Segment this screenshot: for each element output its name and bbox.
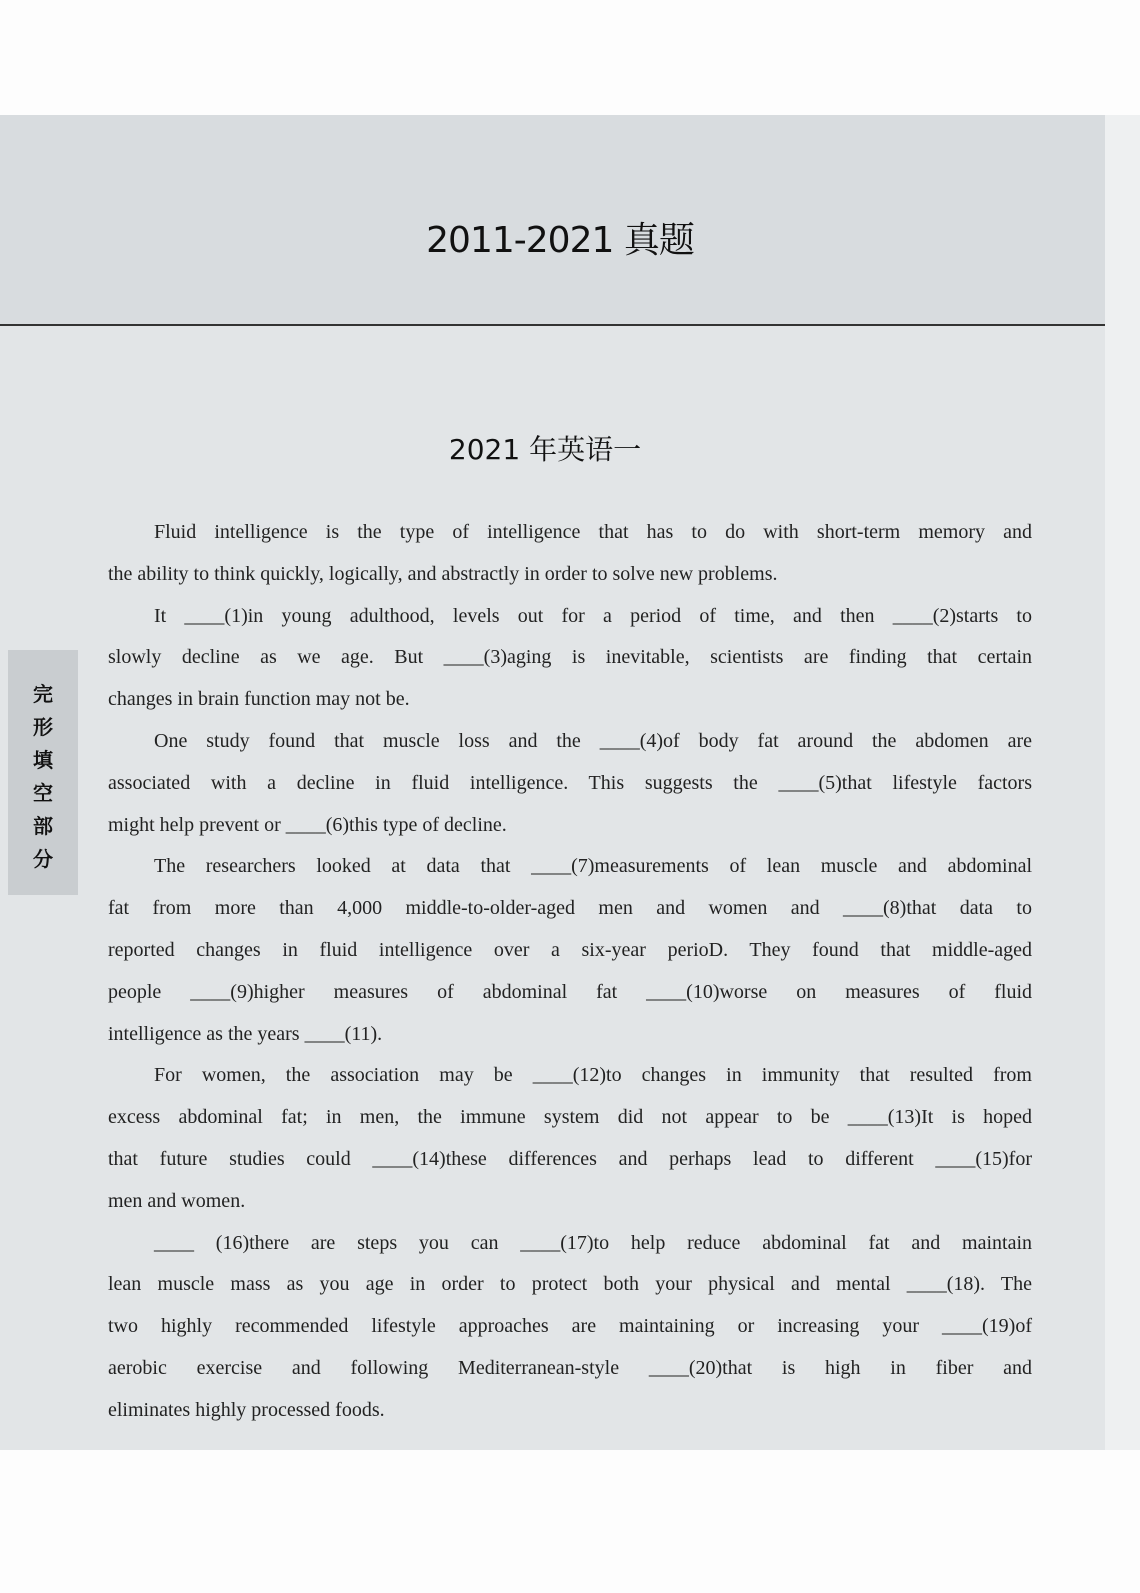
text-line: that future studies could ____(14)these differences and perhaps lead to different ____(15)for [108, 1147, 1032, 1170]
header-divider [0, 324, 1105, 326]
side-tab-char: 分 [33, 847, 53, 871]
text-line: ____ (16)there are steps you can ____(17)to help reduce abdominal fat and maintain [154, 1231, 1032, 1254]
text-line: excess abdominal fat; in men, the immune system did not appear to be ____(13)It is hoped [108, 1106, 1032, 1129]
text-line: men and women. [108, 1189, 246, 1212]
text-line: eliminates highly processed foods. [108, 1398, 385, 1421]
paragraph [108, 512, 1032, 596]
side-tab-char: 填 [33, 748, 53, 772]
paragraph [108, 1055, 1032, 1222]
text-line: might help prevent or ____(6)this type of decline. [108, 813, 507, 836]
page-title: 2011-2021 真题 [426, 220, 694, 261]
text-line: people ____(9)higher measures of abdominal fat ____(10)worse on measures of fluid [108, 980, 1032, 1003]
side-tab-char: 形 [33, 715, 53, 739]
paragraph [108, 846, 1032, 1055]
text-line: It ____(1)in young adulthood, levels out for a period of time, and then ____(2)starts to [154, 604, 1032, 627]
text-line: two highly recommended lifestyle approaches are maintaining or increasing your ____(19)of [108, 1315, 1032, 1338]
text-line: Fluid intelligence is the type of intelligence that has to do with short-term memory and [154, 521, 1032, 543]
text-line: intelligence as the years ____(11). [108, 1022, 383, 1045]
side-tab-char: 空 [33, 781, 53, 805]
text-line: aerobic exercise and following Mediterranean-style ____(20)that is high in fiber and [108, 1356, 1032, 1379]
text-line: The researchers looked at data that ____(7)measurements of lean muscle and abdominal [154, 855, 1032, 878]
paragraph [108, 596, 1032, 721]
section-title: 2021 年英语一 [448, 433, 642, 466]
text-line: changes in brain function may not be. [108, 688, 410, 711]
side-tab-char: 完 [33, 682, 53, 706]
side-tab-char: 部 [33, 814, 53, 838]
text-line: associated with a decline in fluid intelligence. This suggests the ____(5)that lifestyle factors [108, 771, 1032, 794]
text-line: For women, the association may be ____(12)to changes in immunity that resulted from [154, 1064, 1032, 1087]
paragraph [108, 721, 1032, 846]
text-line: lean muscle mass as you age in order to protect both your physical and mental ____(18). The [108, 1273, 1032, 1296]
paragraph [108, 1223, 1032, 1432]
text-line: slowly decline as we age. But ____(3)aging is inevitable, scientists are finding that certain [108, 646, 1032, 669]
text-line: One study found that muscle loss and the ____(4)of body fat around the abdomen are [154, 729, 1032, 752]
text-line: reported changes in fluid intelligence over a six-year perioD. They found that middle-aged [108, 938, 1032, 961]
cloze-passage [108, 512, 1032, 1432]
page-edge [1105, 115, 1140, 1450]
text-line: fat from more than 4,000 middle-to-older-aged men and women and ____(8)that data to [108, 897, 1032, 920]
text-line: the ability to think quickly, logically, and abstractly in order to solve new problems. [108, 562, 778, 585]
side-tab-label [8, 650, 78, 895]
